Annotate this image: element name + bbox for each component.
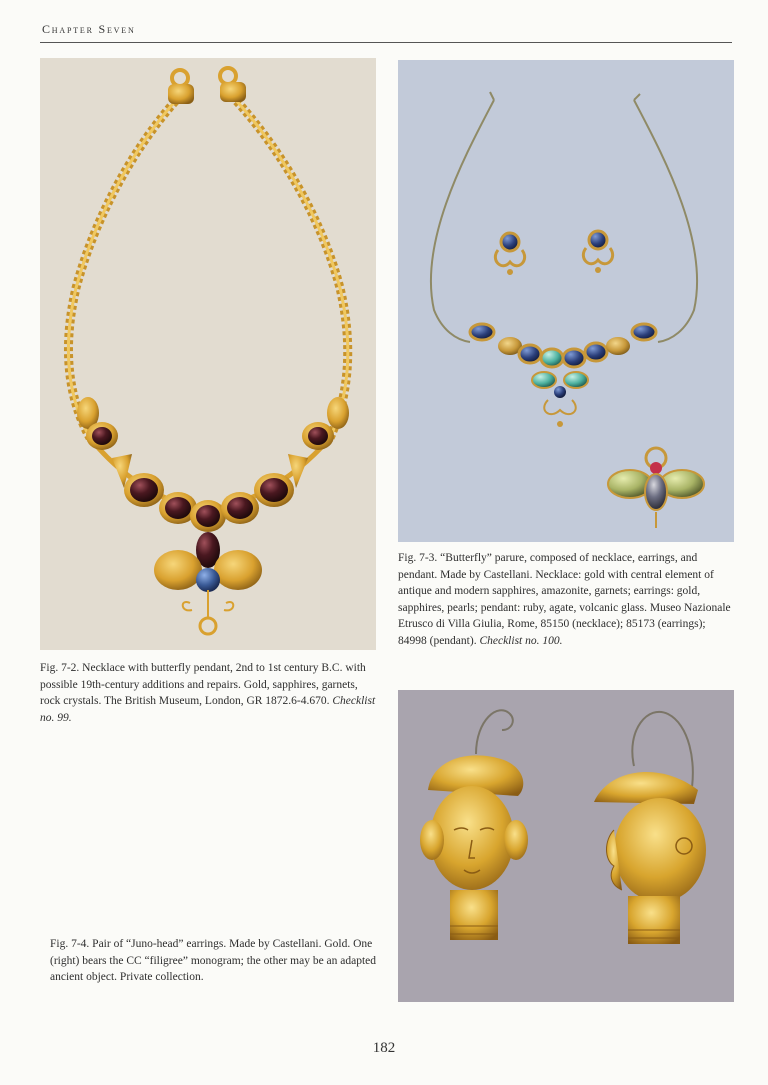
page-number: 182	[372, 1040, 396, 1056]
necklace-butterfly-image	[40, 58, 376, 650]
figure-7-3-checklist: Checklist no. 100.	[479, 634, 563, 647]
figure-7-3-caption	[398, 550, 734, 649]
figure-7-2-photo	[40, 58, 376, 650]
figure-7-4-caption	[50, 936, 386, 986]
header-rule	[40, 42, 732, 43]
figure-7-4-caption-text: Fig. 7-4. Pair of “Juno-head” earrings. Made by Castellani. Gold. One (right) bears the CC “filigree” monogram; the other may be an adapted ancient object. Private collection.	[50, 938, 377, 983]
figure-7-3-caption-text: Fig. 7-3. “Butterfly” parure, composed of necklace, earrings, and pendant. Made by Castellani. Necklace: gold with central element of antique and modern sapphires, amazonite, garnets; earrings: gold, sapphires, pearls; pendant: ruby, agate, volcanic glass. Museo Nazionale Etrusco di Villa Giulia, Rome, 85150 (necklace); 85173 (earrings); 84998 (pendant).	[398, 552, 731, 647]
figure-7-2-checklist: Checklist no. 99.	[40, 695, 376, 724]
figure-7-3-photo	[398, 60, 734, 542]
figure-7-2-caption	[40, 660, 376, 726]
figure-7-4-photo	[398, 690, 734, 1002]
butterfly-parure-image	[398, 60, 734, 542]
running-head: Chapter Seven	[42, 22, 136, 36]
juno-head-earrings-image	[398, 690, 734, 1002]
figure-7-2-caption-text: Fig. 7-2. Necklace with butterfly pendant, 2nd to 1st century B.C. with possible 19th-century additions and repairs. Gold, sapphires, garnets, rock crystals. The British Museum, London, GR 1872.6-4.670.	[40, 662, 366, 707]
